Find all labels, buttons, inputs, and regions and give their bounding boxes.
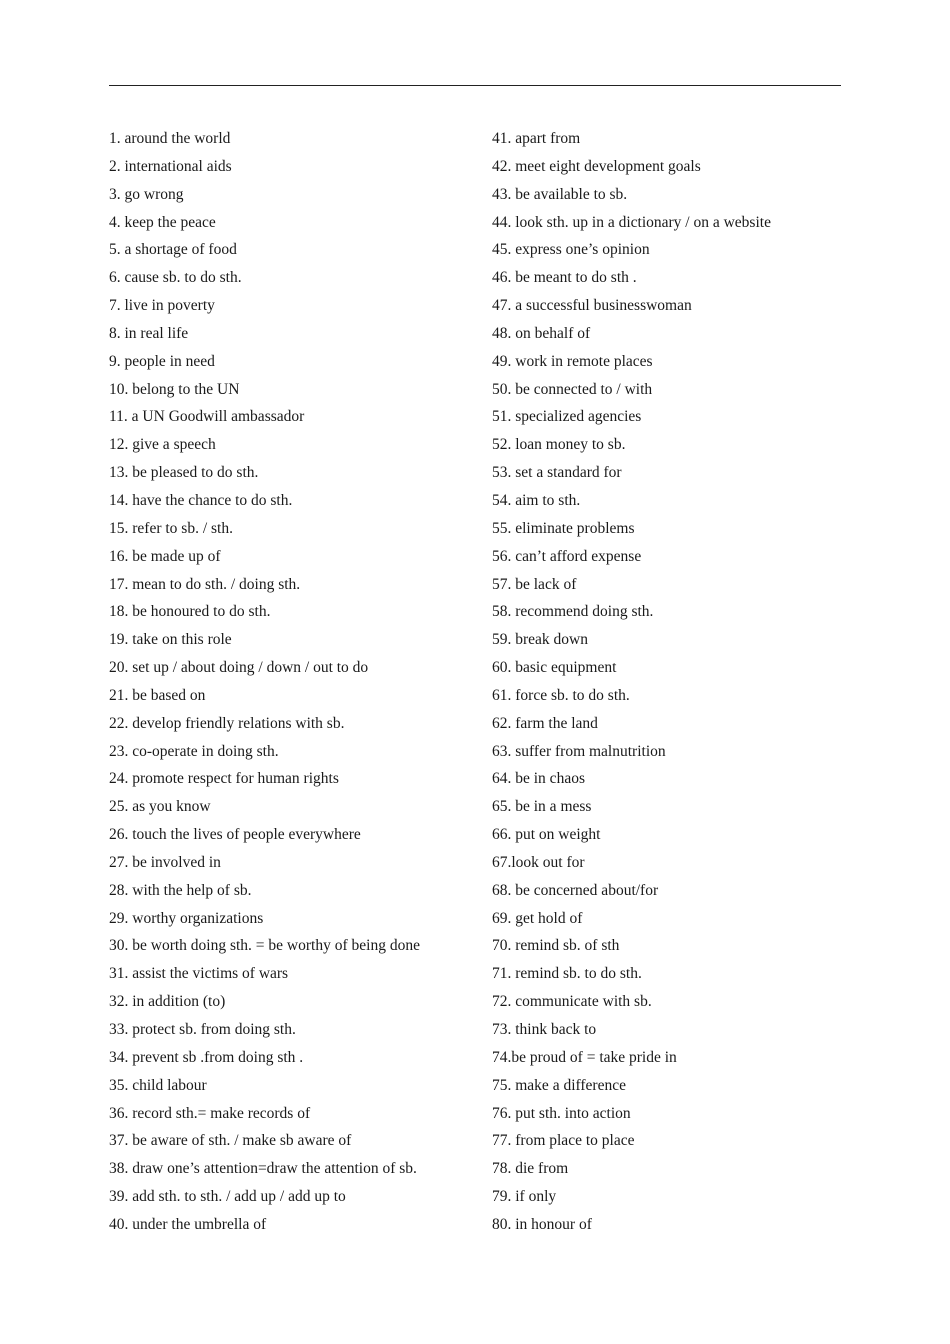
phrase-item: 6. cause sb. to do sth. — [109, 269, 242, 287]
phrase-item: 69. get hold of — [492, 909, 583, 927]
phrase-item: 4. keep the peace — [109, 213, 216, 231]
phrase-item: 5. a shortage of food — [109, 241, 237, 259]
phrase-item: 42. meet eight development goals — [492, 157, 701, 175]
phrase-item: 34. prevent sb .from doing sth . — [109, 1048, 304, 1066]
phrase-item: 13. be pleased to do sth. — [109, 464, 259, 482]
phrase-item: 14. have the chance to do sth. — [109, 491, 293, 509]
phrase-item: 72. communicate with sb. — [492, 993, 652, 1011]
phrase-item: 40. under the umbrella of — [109, 1215, 267, 1233]
phrase-item: 52. loan money to sb. — [492, 436, 626, 454]
phrase-item: 21. be based on — [109, 686, 206, 704]
phrase-item: 1. around the world — [109, 130, 231, 147]
phrase-item: 36. record sth.= make records of — [109, 1104, 311, 1122]
phrase-item: 57. be lack of — [492, 575, 577, 593]
phrase-item: 9. people in need — [109, 352, 215, 370]
phrase-item: 66. put on weight — [492, 826, 601, 844]
phrase-item: 32. in addition (to) — [109, 993, 226, 1011]
phrase-item: 16. be made up of — [109, 547, 221, 565]
phrase-item: 61. force sb. to do sth. — [492, 686, 630, 704]
phrase-item: 76. put sth. into action — [492, 1104, 631, 1122]
phrase-item: 28. with the help of sb. — [109, 881, 252, 899]
phrase-item: 31. assist the victims of wars — [109, 965, 289, 983]
phrase-item: 79. if only — [492, 1188, 557, 1206]
phrase-item: 63. suffer from malnutrition — [492, 742, 666, 760]
phrase-item: 60. basic equipment — [492, 659, 617, 677]
phrase-item: 11. a UN Goodwill ambassador — [109, 408, 305, 426]
phrase-item: 17. mean to do sth. / doing sth. — [109, 575, 301, 593]
phrase-item: 25. as you know — [109, 798, 211, 816]
phrase-item: 2. international aids — [109, 157, 232, 175]
phrase-item: 55. eliminate problems — [492, 519, 635, 537]
phrase-item: 8. in real life — [109, 324, 189, 342]
phrase-item: 64. be in chaos — [492, 770, 585, 788]
phrase-item: 50. be connected to / with — [492, 380, 653, 398]
phrase-item: 74.be proud of = take pride in — [492, 1048, 677, 1066]
phrase-item: 53. set a standard for — [492, 464, 622, 482]
phrase-item: 30. be worth doing sth. = be worthy of being done — [109, 937, 420, 955]
phrase-item: 22. develop friendly relations with sb. — [109, 714, 345, 732]
phrase-list-left — [109, 125, 484, 1239]
header-rule — [109, 85, 841, 86]
phrase-item: 70. remind sb. of sth — [492, 937, 620, 955]
phrase-item: 73. think back to — [492, 1021, 597, 1038]
phrase-item: 38. draw one’s attention=draw the attention of sb. — [109, 1160, 417, 1178]
phrase-item: 65. be in a mess — [492, 798, 592, 816]
phrase-item: 59. break down — [492, 631, 588, 649]
phrase-item: 71. remind sb. to do sth. — [492, 965, 642, 983]
phrase-item: 48. on behalf of — [492, 324, 591, 342]
phrase-item: 56. can’t afford expense — [492, 547, 642, 565]
phrase-item: 29. worthy organizations — [109, 909, 264, 927]
phrase-item: 43. be available to sb. — [492, 185, 628, 203]
phrase-item: 7. live in poverty — [109, 297, 215, 315]
phrase-item: 35. child labour — [109, 1076, 207, 1094]
phrase-item: 12. give a speech — [109, 436, 216, 454]
phrase-item: 20. set up / about doing / down / out to do — [109, 659, 369, 677]
phrase-item: 62. farm the land — [492, 714, 598, 732]
phrase-item: 78. die from — [492, 1160, 569, 1178]
phrase-item: 68. be concerned about/for — [492, 881, 659, 899]
phrase-item: 3. go wrong — [109, 185, 184, 203]
phrase-item: 18. be honoured to do sth. — [109, 603, 271, 621]
phrase-item: 19. take on this role — [109, 631, 232, 649]
phrase-item: 75. make a difference — [492, 1076, 626, 1094]
phrase-item: 24. promote respect for human rights — [109, 770, 339, 788]
phrase-item: 51. specialized agencies — [492, 408, 642, 426]
phrase-item: 41. apart from — [492, 130, 581, 147]
phrase-item: 46. be meant to do sth . — [492, 269, 637, 287]
phrase-item: 39. add sth. to sth. / add up / add up to — [109, 1188, 346, 1206]
phrase-item: 47. a successful businesswoman — [492, 297, 692, 315]
phrase-list-right — [492, 125, 842, 1239]
phrase-item: 26. touch the lives of people everywhere — [109, 826, 361, 844]
phrase-item: 49. work in remote places — [492, 352, 653, 370]
phrase-item: 67.look out for — [492, 853, 585, 871]
phrase-item: 77. from place to place — [492, 1132, 635, 1150]
phrase-item: 44. look sth. up in a dictionary / on a website — [492, 213, 771, 231]
phrase-item: 45. express one’s opinion — [492, 241, 650, 259]
phrase-item: 27. be involved in — [109, 853, 221, 871]
phrase-item: 58. recommend doing sth. — [492, 603, 654, 621]
phrase-item: 15. refer to sb. / sth. — [109, 519, 233, 537]
phrase-item: 80. in honour of — [492, 1215, 592, 1233]
phrase-item: 33. protect sb. from doing sth. — [109, 1021, 296, 1038]
phrase-item: 54. aim to sth. — [492, 491, 581, 509]
phrase-item: 23. co-operate in doing sth. — [109, 742, 279, 760]
phrase-item: 10. belong to the UN — [109, 380, 240, 398]
phrase-item: 37. be aware of sth. / make sb aware of — [109, 1132, 352, 1150]
